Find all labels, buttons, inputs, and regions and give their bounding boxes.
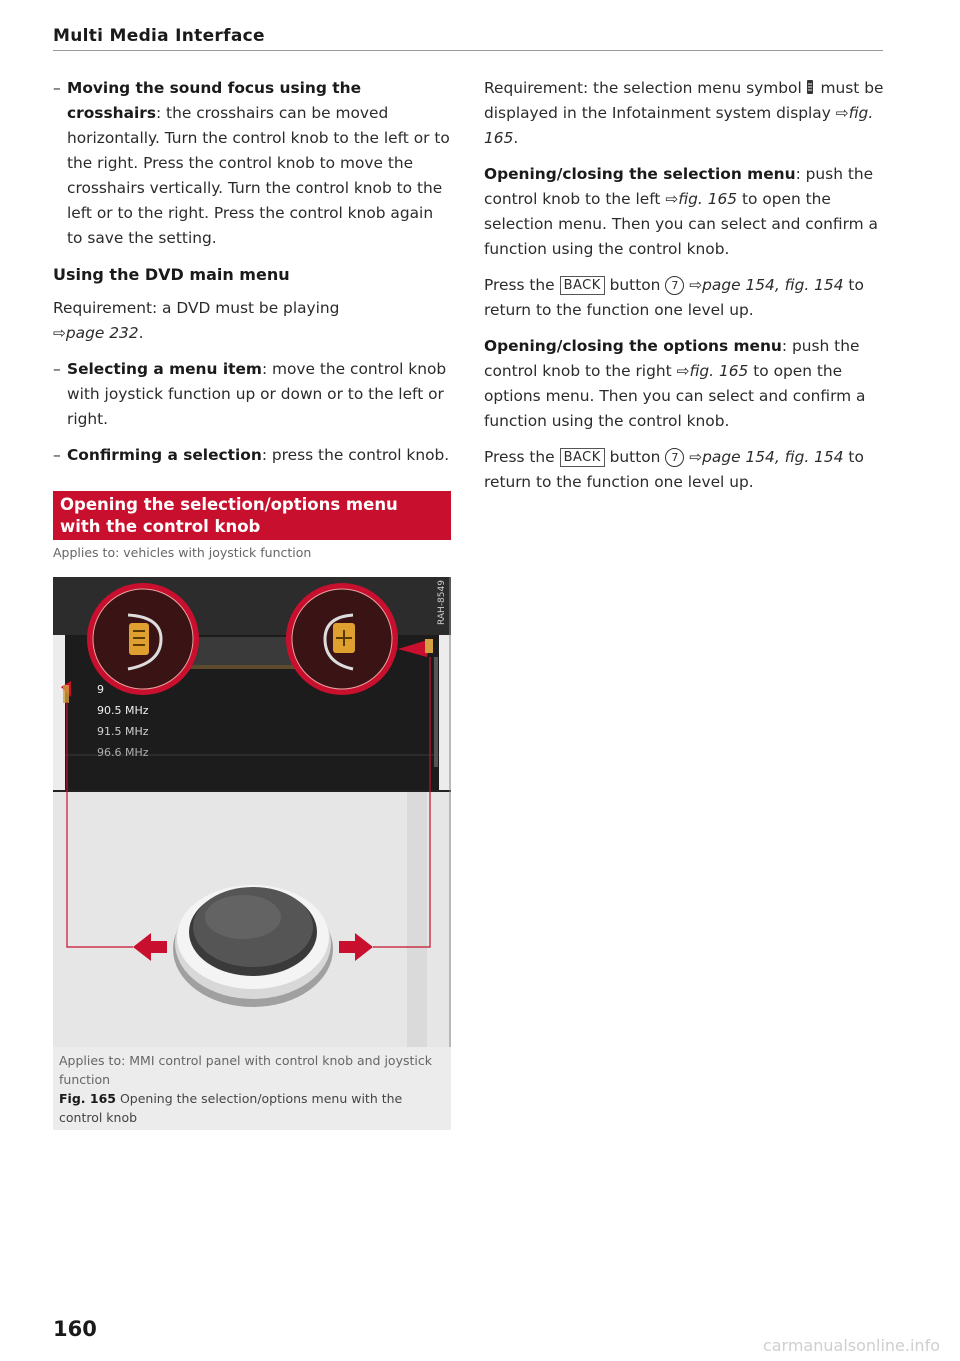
bullet-text: : the crosshairs can be moved horizontally. Turn the control knob to the left or to the right. Press the control knob to move the crosshairs vertically. Turn the control knob to the left or to the right. Press the control knob again to save the setting. [67, 104, 450, 247]
selection-menu-icon [807, 80, 816, 94]
figure-reference-link[interactable]: ⇨fig. 165 [676, 362, 749, 380]
applies-to-note: Applies to: vehicles with joystick function [53, 545, 312, 560]
selection-menu-paragraph: Opening/closing the selection menu: push the control knob to the left ⇨fig. 165 to open the selection menu. Then you can select and confirm a function using the control knob. [484, 165, 878, 258]
figure-reference-link[interactable]: ⇨fig. 165 [665, 190, 738, 208]
page-reference-link[interactable]: ⇨page 154, fig. 154 [689, 448, 844, 466]
caption-line [59, 1089, 439, 1127]
bullet-dash: – [53, 79, 61, 97]
watermark: carmanualsonline.info [762, 1336, 940, 1355]
figure-code: RAH-8549 [437, 580, 447, 625]
frequency-partial: 9 [97, 683, 104, 696]
section-banner: Opening the selection/options menu with the control knob [53, 491, 451, 540]
right-column [484, 76, 884, 506]
caption-label: Fig. 165 [59, 1091, 116, 1106]
callout-number: 7 [665, 276, 684, 295]
bullet-sound-focus [53, 76, 453, 251]
paragraph-label: Opening/closing the options menu [484, 337, 782, 355]
paragraph-label: Opening/closing the selection menu [484, 165, 796, 183]
back-paragraph-1: Press the BACK button 7 ⇨page 154, fig. 154 to return to the function one level up. [484, 276, 864, 319]
bullet-label: Moving the sound focus using the crosshairs [67, 79, 362, 122]
display-scrollbar [434, 657, 438, 767]
frequency-item: 96.6 MHz [97, 746, 149, 759]
figure-reference-link[interactable]: ⇨fig. 165 [484, 104, 874, 147]
options-menu-zoom [286, 583, 398, 695]
page-header [53, 26, 883, 51]
page-reference-link[interactable]: ⇨page 232 [53, 324, 139, 342]
bullet-dash: – [53, 360, 61, 378]
requirement-paragraph: Requirement: a DVD must be playing ⇨page 232. [53, 299, 340, 342]
frequency-item: 90.5 MHz [97, 704, 149, 717]
bullet-confirming [53, 443, 453, 468]
bullet-dash: – [53, 446, 61, 464]
left-column [53, 76, 453, 479]
section-heading-dvd: Using the DVD main menu [53, 265, 290, 284]
caption-applies: Applies to: MMI control panel with control knob and joystick function [59, 1053, 432, 1087]
page-reference-link[interactable]: ⇨page 154, fig. 154 [689, 276, 844, 294]
options-menu-paragraph: Opening/closing the options menu: push the control knob to the right ⇨fig. 165 to open the options menu. Then you can select and confirm a function using the control knob. [484, 337, 866, 430]
figure-illustration [53, 577, 451, 1047]
bullet-text: : move the control knob with joystick function up or down or to the left or right. [67, 360, 447, 428]
control-knob [173, 885, 333, 1007]
figure-caption [59, 1051, 439, 1127]
bullet-text: : press the control knob. [261, 446, 450, 464]
frequency-item: 91.5 MHz [97, 725, 149, 738]
back-paragraph-2: Press the BACK button 7 ⇨page 154, fig. 154 to return to the function one level up. [484, 448, 864, 491]
back-key-symbol: BACK [560, 276, 605, 295]
caption-text: Opening the selection/options menu with the control knob [59, 1091, 403, 1125]
selection-menu-zoom [87, 583, 199, 695]
bullet-selecting [53, 357, 453, 432]
requirement-paragraph-right: Requirement: the selection menu symbol must be displayed in the Infotainment system display ⇨fig. 165. [484, 79, 884, 147]
page-header-title: Multi Media Interface [53, 26, 265, 46]
back-key-symbol: BACK [560, 448, 605, 467]
bullet-label: Selecting a menu item [67, 360, 262, 378]
figure-165 [53, 577, 451, 1130]
bullet-label: Confirming a selection [67, 446, 262, 464]
page-number: 160 [53, 1317, 97, 1341]
callout-number: 7 [665, 448, 684, 467]
